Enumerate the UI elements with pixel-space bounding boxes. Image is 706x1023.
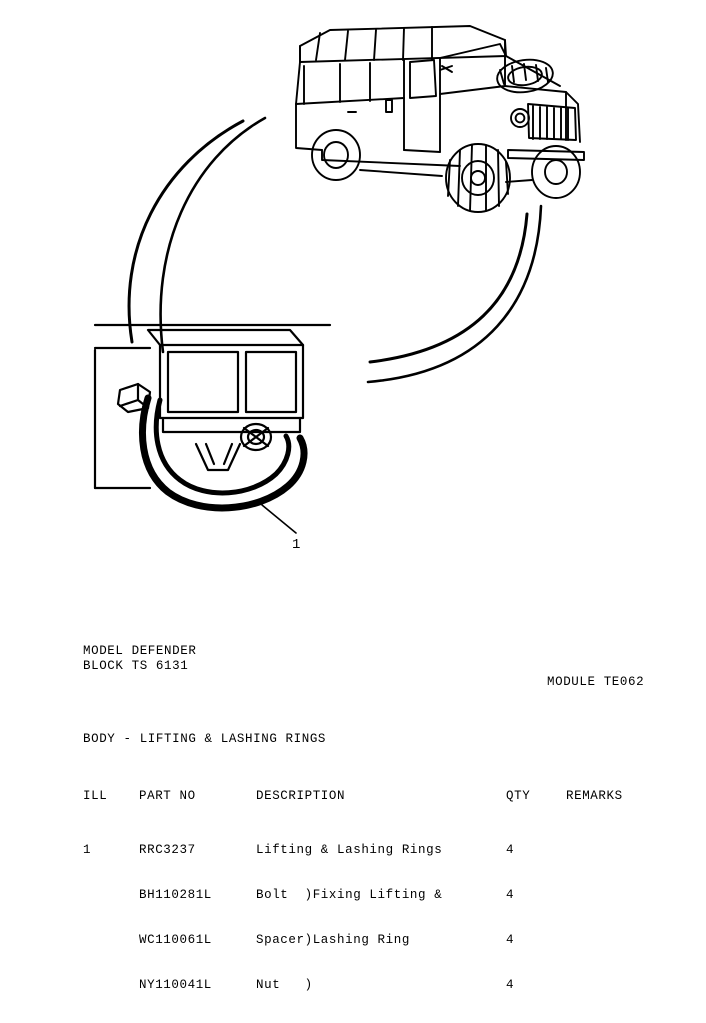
parts-table-body: [83, 813, 566, 1023]
column-header-description: DESCRIPTION: [256, 789, 346, 803]
cell-qty: 4: [506, 978, 515, 992]
cell-description: Spacer)Lashing Ring: [256, 933, 410, 947]
module-label: MODULE TE062: [547, 675, 645, 689]
callout-number-1: 1: [292, 537, 301, 553]
table-row: [83, 888, 566, 903]
model-block: [83, 644, 196, 674]
table-row: [83, 843, 566, 858]
cell-description: Lifting & Lashing Rings: [256, 843, 443, 857]
model-line: MODEL DEFENDER: [83, 644, 197, 658]
column-header-part-no: PART NO: [139, 789, 196, 803]
cell-description: Bolt )Fixing Lifting &: [256, 888, 443, 902]
cell-part-no: NY110041L: [139, 978, 212, 992]
cell-description: Nut ): [256, 978, 313, 992]
cell-part-no: BH110281L: [139, 888, 212, 902]
cell-qty: 4: [506, 933, 515, 947]
cell-part-no: WC110061L: [139, 933, 212, 947]
table-row: [83, 933, 566, 948]
parts-table-header: [83, 789, 623, 804]
column-header-ill: ILL: [83, 789, 108, 803]
column-header-qty: QTY: [506, 789, 531, 803]
block-line: BLOCK TS 6131: [83, 659, 189, 673]
cell-qty: 4: [506, 843, 515, 857]
cell-part-no: RRC3237: [139, 843, 196, 857]
cell-ill: 1: [83, 843, 92, 857]
table-row: [83, 978, 566, 993]
section-title: BODY - LIFTING & LASHING RINGS: [83, 732, 327, 746]
column-header-remarks: REMARKS: [566, 789, 623, 803]
cell-qty: 4: [506, 888, 515, 902]
